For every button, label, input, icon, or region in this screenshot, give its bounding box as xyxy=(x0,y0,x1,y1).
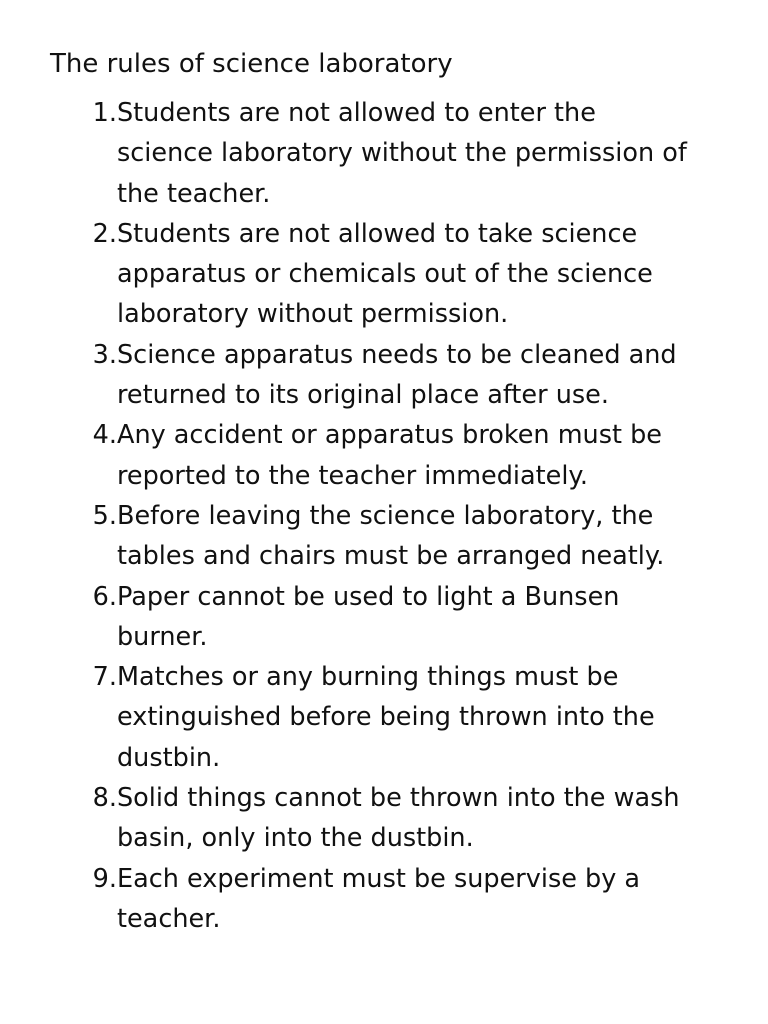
rule-item xyxy=(60,859,740,940)
rule-text xyxy=(117,214,740,335)
rule-text-line: returned to its original place after use. xyxy=(117,380,609,411)
rule-text-line: Each experiment must be supervise by a xyxy=(117,863,641,894)
rule-text-line: dustbin. xyxy=(117,742,221,773)
rule-number-cell xyxy=(60,657,117,697)
rule-number-cell xyxy=(60,335,117,375)
rule-text-line: Students are not allowed to take science xyxy=(117,218,638,249)
rule-number: 2. xyxy=(92,218,117,249)
rule-number-cell xyxy=(60,496,117,536)
rule-text-line: Solid things cannot be thrown into the wash xyxy=(117,783,680,814)
rule-text-line: Any accident or apparatus broken must be xyxy=(117,420,662,451)
rule-number: 5. xyxy=(92,500,117,531)
rule-text xyxy=(117,657,740,778)
rule-number: 7. xyxy=(92,662,117,693)
rule-text xyxy=(117,93,740,214)
rules-list xyxy=(60,93,740,939)
rule-number: 1. xyxy=(92,98,117,128)
rule-text-line: basin, only into the dustbin. xyxy=(117,823,474,854)
rule-item xyxy=(60,214,740,335)
rule-item xyxy=(60,415,740,496)
document-title: The rules of science laboratory xyxy=(50,49,453,79)
rule-number: 8. xyxy=(92,783,117,814)
rule-number: 4. xyxy=(92,420,117,451)
rule-item xyxy=(60,93,740,214)
rule-text-line: Science apparatus needs to be cleaned and xyxy=(117,339,677,370)
rule-text-line: teacher. xyxy=(117,903,221,934)
rule-number: 3. xyxy=(92,339,117,370)
rule-text-line: extinguished before being thrown into the xyxy=(117,702,655,733)
rule-text-line: Matches or any burning things must be xyxy=(117,662,619,693)
rule-item xyxy=(60,657,740,778)
rule-text-line: reported to the teacher immediately. xyxy=(117,460,588,491)
rule-text-line: laboratory without permission. xyxy=(117,299,509,330)
rule-number: 9. xyxy=(92,863,117,894)
rule-text xyxy=(117,577,740,658)
rule-number-cell xyxy=(60,859,117,899)
rule-text-line: tables and chairs must be arranged neatly. xyxy=(117,541,665,572)
rule-number-cell xyxy=(60,93,117,133)
rule-number-cell xyxy=(60,577,117,617)
rule-text-line: Paper cannot be used to light a Bunsen xyxy=(117,581,620,612)
rule-number-cell xyxy=(60,214,117,254)
rule-text xyxy=(117,496,740,577)
rule-text-line: Before leaving the science laboratory, the xyxy=(117,500,654,531)
rule-item xyxy=(60,577,740,658)
rule-text xyxy=(117,335,740,416)
rule-item xyxy=(60,778,740,859)
rule-text-line: Students are not allowed to enter the xyxy=(117,98,596,128)
rule-text-line: the teacher. xyxy=(117,178,271,209)
rule-text xyxy=(117,778,740,859)
rule-text-line: science laboratory without the permission of xyxy=(117,138,687,169)
rule-item xyxy=(60,335,740,416)
rule-text-line: burner. xyxy=(117,621,208,652)
rule-item xyxy=(60,496,740,577)
rule-text xyxy=(117,415,740,496)
rule-number-cell xyxy=(60,778,117,818)
rule-text-line: apparatus or chemicals out of the science xyxy=(117,259,653,290)
rule-number: 6. xyxy=(92,581,117,612)
rule-number-cell xyxy=(60,415,117,455)
rule-text xyxy=(117,859,740,940)
